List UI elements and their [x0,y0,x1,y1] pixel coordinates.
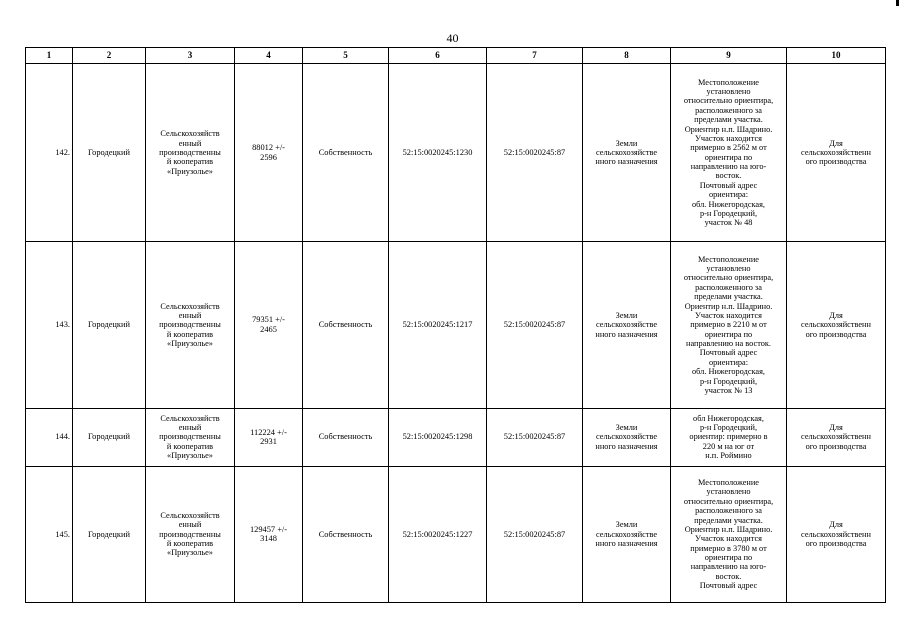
row-number: 144. [26,408,73,466]
district-cell: Городецкий [73,408,146,466]
district-cell: Городецкий [73,242,146,408]
location-cell-line: восток. [715,171,742,181]
location-cell-line: Местоположение [698,254,759,264]
location-cell-line: направлению на восток. [686,339,771,349]
location-cell-line: установлено [706,264,751,274]
area-cell-line: 3148 [260,534,277,544]
location-cell-line: пределами участка. [694,515,763,525]
cadastral-number-cell: 52:15:0020245:1298 [389,408,487,466]
area-cell-line: 112224 +/- [250,427,287,437]
area-cell [235,242,303,408]
permitted-use-cell-line: ого производства [805,329,867,339]
table-row [26,466,886,602]
owner-cell-line: й кооператив [166,329,214,339]
owner-cell-line: «Приузолье» [167,451,213,461]
land-category-cell-line: сельскохозяйстве [596,320,657,330]
location-cell-line: пределами участка. [694,115,763,125]
owner-cell [146,466,235,602]
location-cell-line: Участок находится [695,534,762,544]
table-row [26,408,886,466]
owner-cell [146,64,235,242]
location-cell-line: обл Нижегородская, [693,413,764,423]
column-header: 5 [303,48,389,64]
column-header: 7 [487,48,583,64]
owner-cell-line: «Приузолье» [167,548,213,558]
location-cell-line: ориентира по [704,329,753,339]
column-header: 9 [671,48,787,64]
location-cell-line: ориентира: [708,357,749,367]
location-cell-line: Местоположение [698,77,759,87]
permitted-use-cell [787,242,886,408]
permitted-use-cell-line: сельскохозяйственн [801,432,871,442]
area-cell-line: 2596 [260,152,277,162]
location-cell-line: Местоположение [698,478,759,488]
land-category-cell [583,242,671,408]
land-category-cell [583,466,671,602]
location-cell [671,466,787,602]
location-cell-line: примерно в 2562 м от [690,143,767,153]
owner-cell [146,408,235,466]
location-cell-line: Почтовый адрес [699,581,758,591]
right-type-cell: Собственность [303,408,389,466]
cadastral-number-cell: 52:15:0020245:1230 [389,64,487,242]
parent-number-cell: 52:15:0020245:87 [487,64,583,242]
area-cell-line: 2465 [260,324,277,334]
land-category-cell [583,64,671,242]
land-category-cell-line: сельскохозяйстве [596,147,657,157]
location-cell-line: Ориентир н.п. Шадрино. [684,301,773,311]
owner-cell-line: производственны [159,529,221,539]
parent-number-cell: 52:15:0020245:87 [487,466,583,602]
column-header: 2 [73,48,146,64]
owner-cell-line: енный [178,520,202,530]
table-row [26,64,886,242]
location-cell-line: Ориентир н.п. Шадрино. [684,124,773,134]
location-cell-line: расположенного за [695,282,762,292]
permitted-use-cell [787,64,886,242]
permitted-use-cell-line: ого производства [805,539,867,549]
right-type-cell: Собственность [303,64,389,242]
owner-cell-line: производственны [159,432,221,442]
land-category-cell-line: Земли [615,310,638,320]
area-cell [235,466,303,602]
owner-cell-line: й кооператив [166,441,214,451]
area-cell [235,408,303,466]
location-cell-line: ориентир: примерно в [689,432,768,442]
location-cell-line: направлению на юго- [690,162,767,172]
owner-cell-line: Сельскохозяйств [160,129,220,139]
location-cell-line: обл. Нижегородская, [692,367,765,377]
page-number: 40 [446,31,459,45]
owner-cell-line: й кооператив [166,157,214,167]
area-cell-line: 129457 +/- [249,524,288,534]
location-cell-line: участок № 13 [704,385,753,395]
right-type-cell: Собственность [303,466,389,602]
land-category-cell-line: нного назначения [595,329,658,339]
land-category-cell-line: нного назначения [595,157,658,167]
location-cell-line: н.п. Роймино [705,451,752,461]
owner-cell-line: енный [178,138,202,148]
location-cell-line: относительно ориентира, [683,496,774,506]
column-header: 4 [235,48,303,64]
permitted-use-cell-line: сельскохозяйственн [801,320,871,330]
location-cell-line: ориентира по [704,553,753,563]
column-header: 3 [146,48,235,64]
corner-mark [896,0,899,6]
location-cell-line: относительно ориентира, [683,96,774,106]
location-cell-line: 220 м на юг от [702,441,755,451]
owner-cell-line: Сельскохозяйств [160,413,220,423]
row-number: 143. [26,242,73,408]
location-cell-line: Участок находится [695,310,762,320]
land-category-cell-line: Земли [615,138,638,148]
cadastral-number-cell: 52:15:0020245:1227 [389,466,487,602]
owner-cell-line: производственны [159,320,221,330]
location-cell-line: р-н Городецкий, [699,376,758,386]
land-category-cell-line: сельскохозяйстве [596,529,657,539]
district-cell: Городецкий [73,466,146,602]
permitted-use-cell [787,408,886,466]
location-cell-line: обл. Нижегородская, [692,199,765,209]
column-header: 1 [26,48,73,64]
row-number: 142. [26,64,73,242]
cadastral-number-cell: 52:15:0020245:1217 [389,242,487,408]
location-cell-line: ориентира по [704,152,753,162]
location-cell-line: ориентира: [708,190,749,200]
permitted-use-cell-line: Для [829,138,843,148]
column-header: 8 [583,48,671,64]
permitted-use-cell-line: Для [829,423,843,433]
location-cell-line: установлено [706,87,751,97]
owner-cell-line: «Приузолье» [167,166,213,176]
land-category-cell [583,408,671,466]
permitted-use-cell-line: сельскохозяйственн [801,529,871,539]
parent-number-cell: 52:15:0020245:87 [487,242,583,408]
land-category-cell-line: нного назначения [595,539,658,549]
table-row [26,242,886,408]
location-cell-line: направлению на юго- [690,562,767,572]
land-plot-table [25,47,886,603]
area-cell-line: 79351 +/- [252,315,285,325]
location-cell-line: Ориентир н.п. Шадрино. [684,524,773,534]
area-cell [235,64,303,242]
location-cell-line: Почтовый адрес [699,348,758,358]
permitted-use-cell-line: Для [829,310,843,320]
location-cell [671,242,787,408]
land-category-cell-line: Земли [615,423,638,433]
location-cell [671,64,787,242]
location-cell-line: р-н Городецкий, [699,208,758,218]
owner-cell-line: енный [178,423,202,433]
location-cell-line: установлено [706,487,751,497]
right-type-cell: Собственность [303,242,389,408]
land-category-cell-line: сельскохозяйстве [596,432,657,442]
location-cell [671,408,787,466]
location-cell-line: примерно в 3780 м от [690,543,767,553]
area-cell-line: 2931 [260,437,277,447]
row-number: 145. [26,466,73,602]
permitted-use-cell [787,466,886,602]
permitted-use-cell-line: ого производства [805,441,867,451]
owner-cell-line: Сельскохозяйств [160,301,220,311]
location-cell-line: примерно в 2210 м от [690,320,767,330]
header-row [26,48,886,64]
area-cell-line: 88012 +/- [252,143,285,153]
location-cell-line: р-н Городецкий, [699,423,758,433]
location-cell-line: восток. [715,571,742,581]
owner-cell-line: «Приузолье» [167,339,213,349]
owner-cell-line: Сельскохозяйств [160,510,220,520]
owner-cell-line: енный [178,310,202,320]
land-category-cell-line: Земли [615,520,638,530]
permitted-use-cell-line: ого производства [805,157,867,167]
column-header: 6 [389,48,487,64]
location-cell-line: Участок находится [695,133,762,143]
location-cell-line: расположенного за [695,105,762,115]
location-cell-line: Почтовый адрес [699,180,758,190]
location-cell-line: относительно ориентира, [683,273,774,283]
owner-cell-line: й кооператив [166,539,214,549]
permitted-use-cell-line: Для [829,520,843,530]
district-cell: Городецкий [73,64,146,242]
land-category-cell-line: нного назначения [595,441,658,451]
owner-cell-line: производственны [159,147,221,157]
column-header: 10 [787,48,886,64]
location-cell-line: пределами участка. [694,292,763,302]
owner-cell [146,242,235,408]
location-cell-line: расположенного за [695,506,762,516]
parent-number-cell: 52:15:0020245:87 [487,408,583,466]
permitted-use-cell-line: сельскохозяйственн [801,147,871,157]
location-cell-line: участок № 48 [704,218,753,228]
